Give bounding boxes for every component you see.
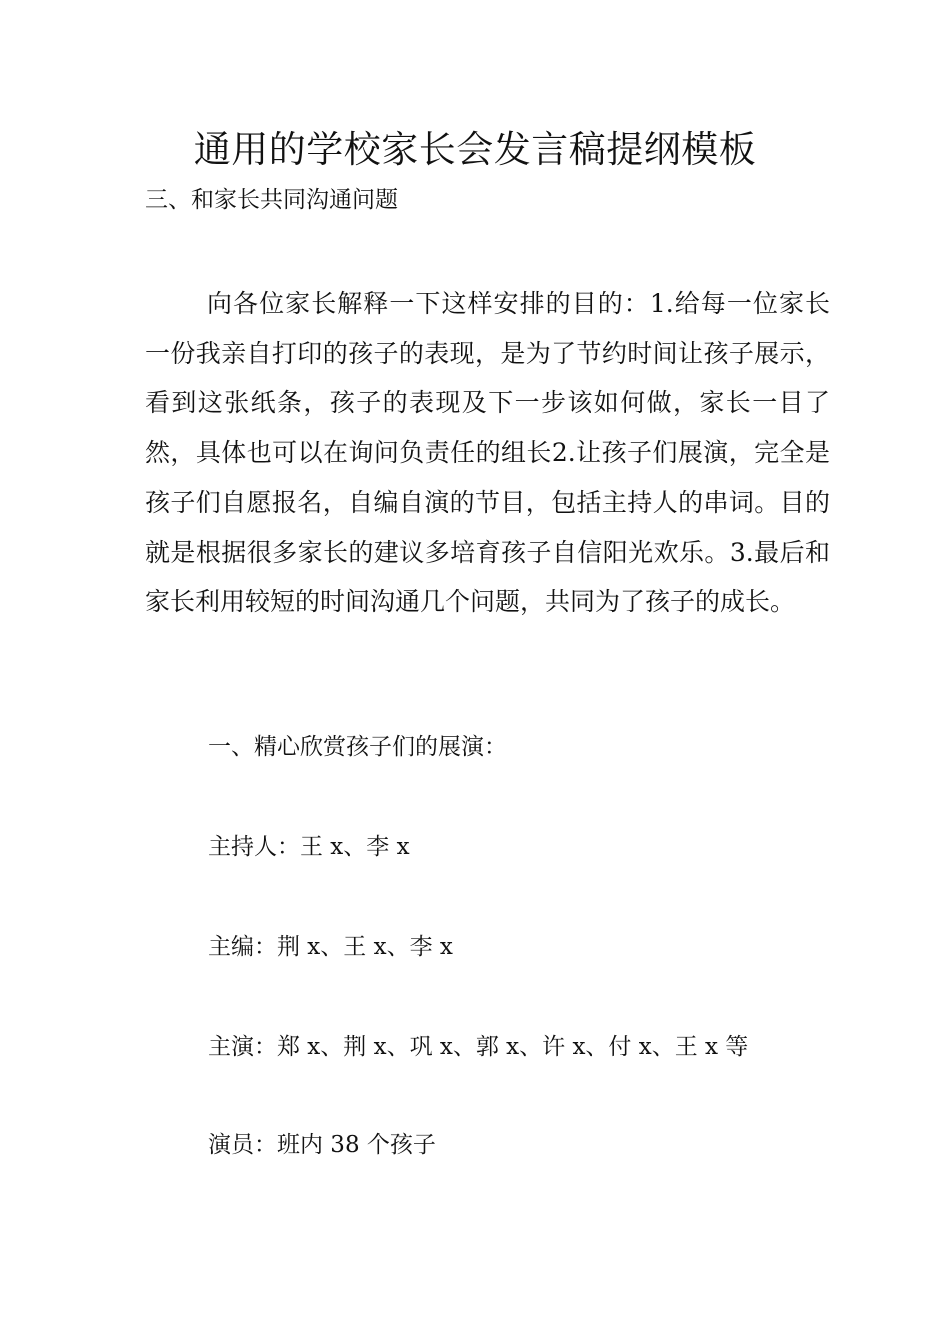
list-item-performance-heading: 一、精心欣赏孩子们的展演：: [208, 734, 507, 760]
list-item-lead-performers: 主演：郑 x、荆 x、巩 x、郭 x、许 x、付 x、王 x 等: [208, 1034, 749, 1060]
body-paragraph: 向各位家长解释一下这样安排的目的：1.给每一位家长一份我亲自打印的孩子的表现，是为了节约时间让孩子展示，看到这张纸条，孩子的表现及下一步该如何做，家长一目了然，具体也可以在询问负责任的组长2.让孩子们展演，完全是孩子们自愿报名，自编自演的节目，包括主持人的串词。目的就是根据很多家长的建议多培育孩子自信阳光欢乐。3.最后和家长利用较短的时间沟通几个问题，共同为了孩子的成长。: [145, 289, 830, 617]
list-item-hosts: 主持人：王 x、李 x: [208, 834, 410, 860]
list-item-editors: 主编：荆 x、王 x、李 x: [208, 934, 453, 960]
section-heading: 三、和家长共同沟通问题: [145, 187, 398, 213]
list-item-cast: 演员：班内 38 个孩子: [208, 1132, 436, 1158]
document-title: 通用的学校家长会发言稿提纲模板: [193, 128, 757, 171]
